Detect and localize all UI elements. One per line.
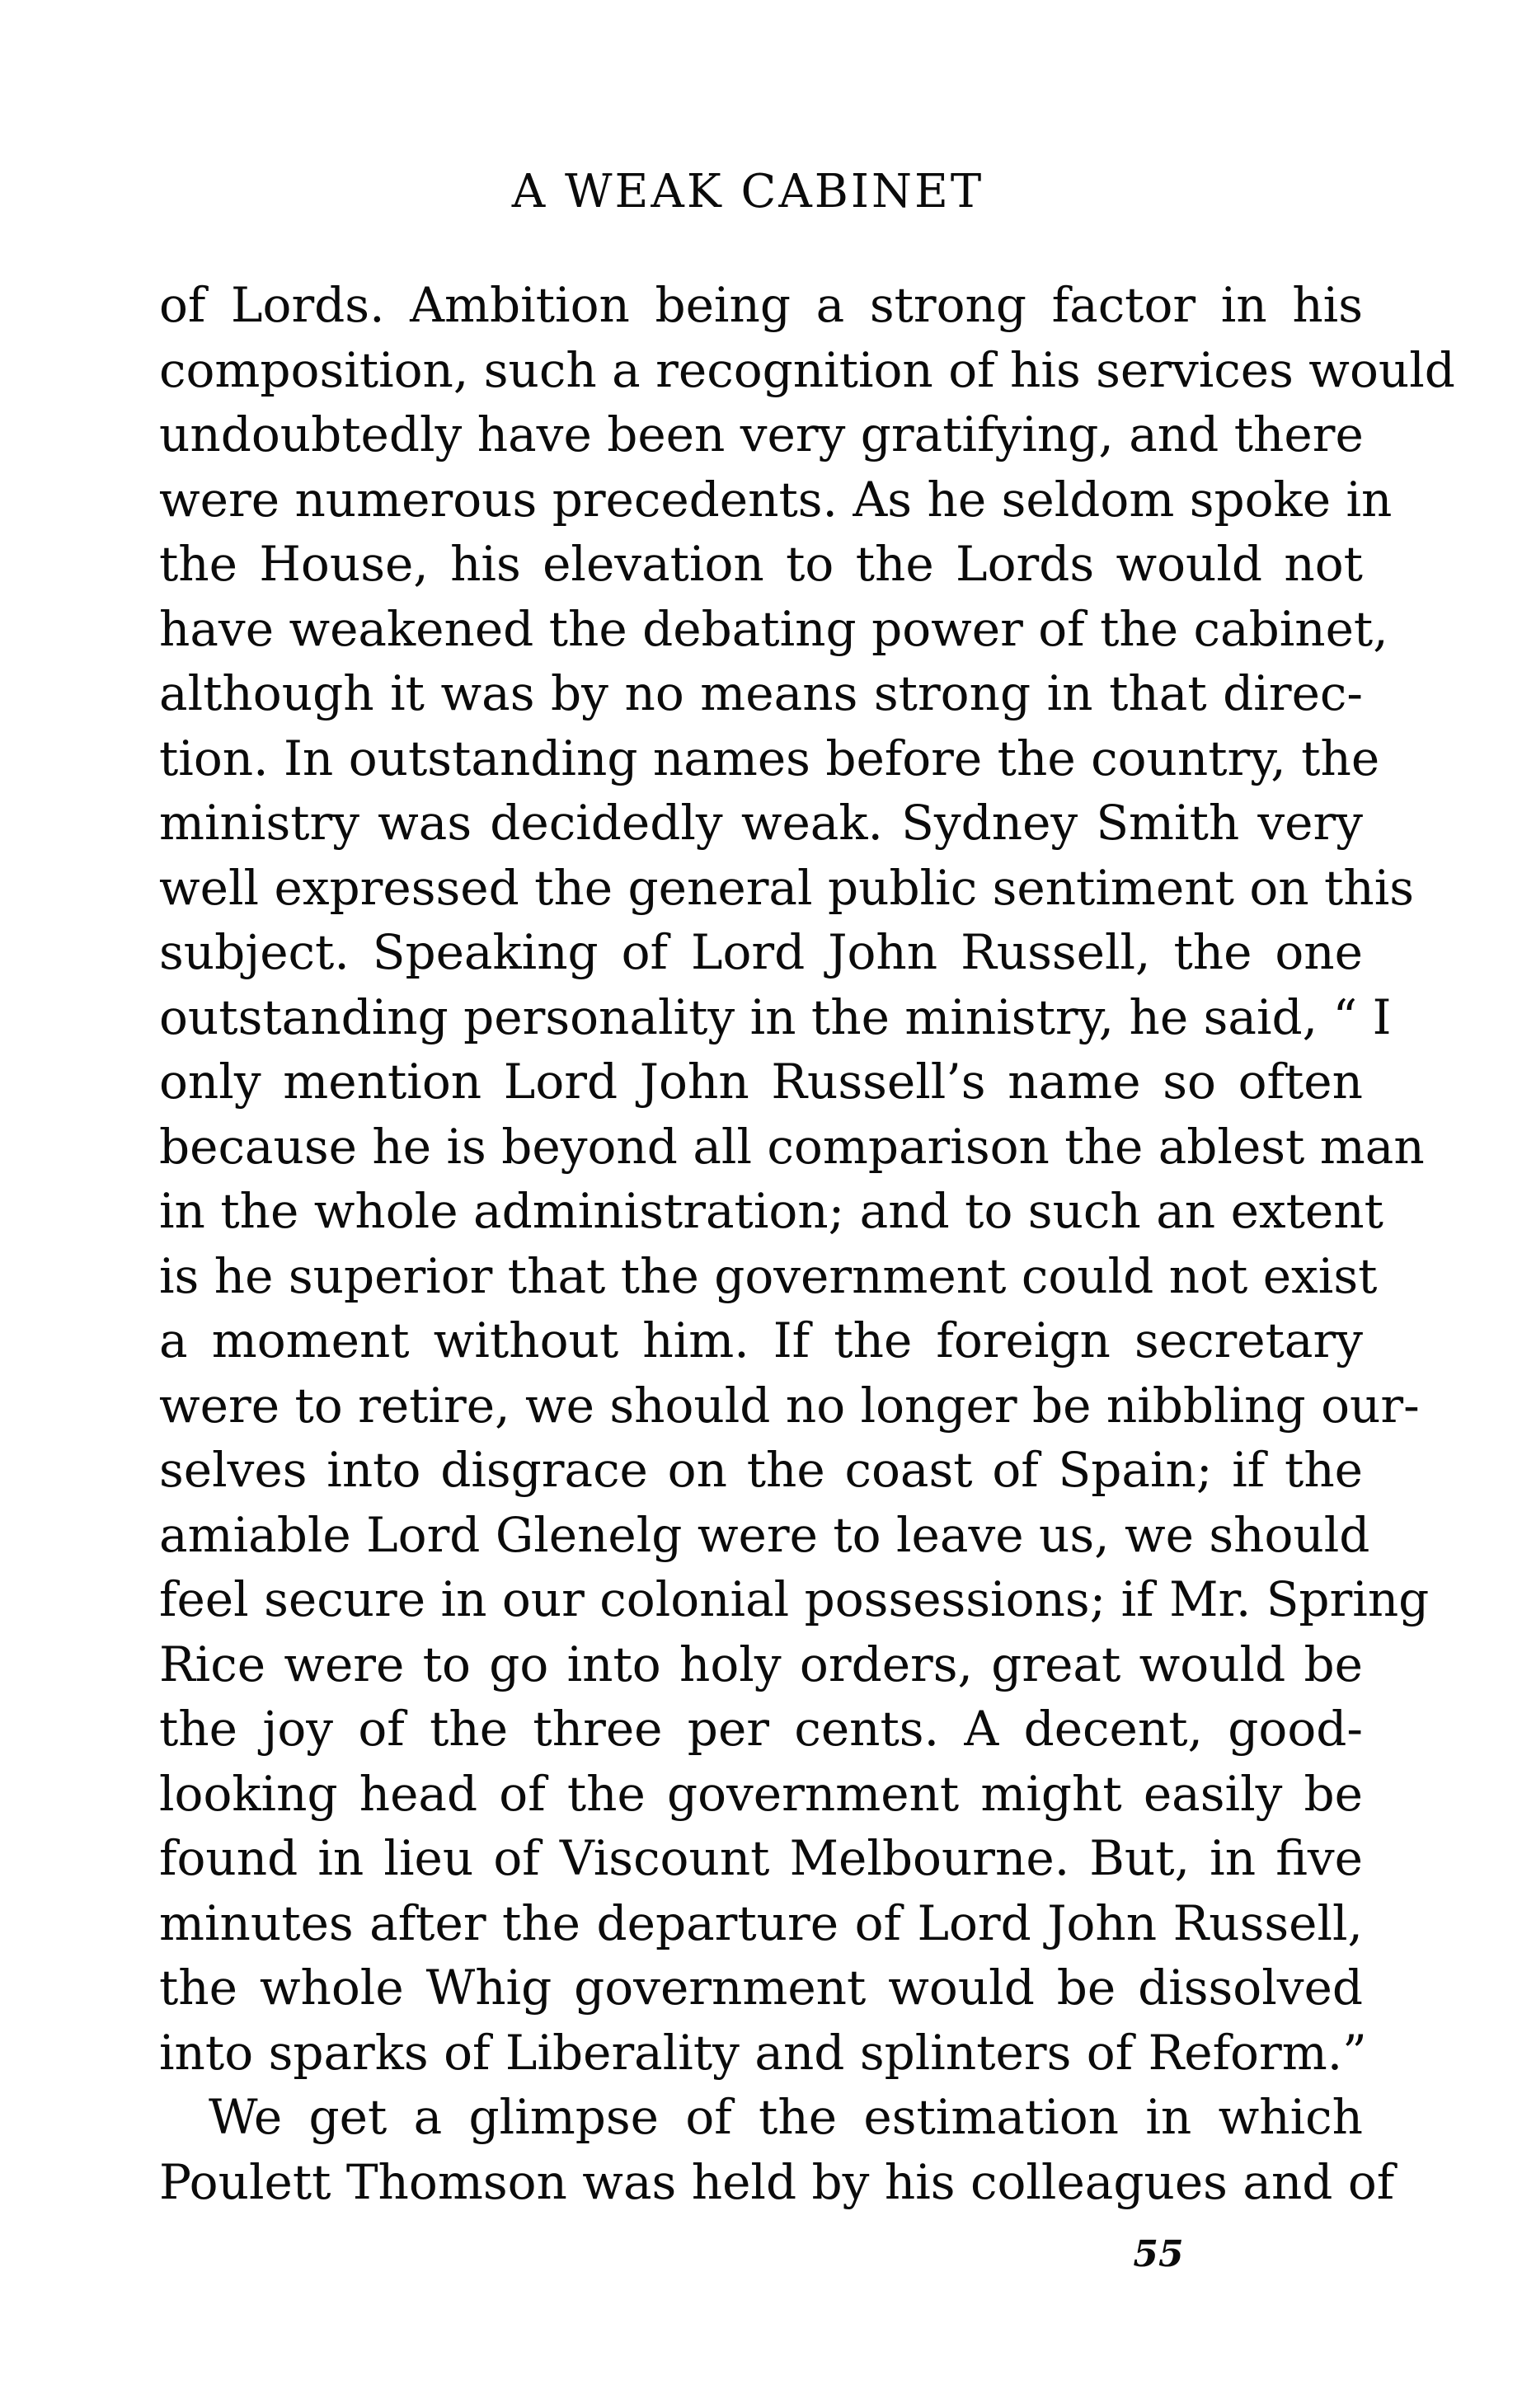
text-line: looking head of the government might easily be [159, 1765, 1363, 1822]
text-line: a moment without him. If the foreign secretary [159, 1312, 1363, 1368]
text-line: subject. Speaking of Lord John Russell, the one [159, 924, 1363, 980]
text-line: were to retire, we should no longer be nibbling our- [159, 1377, 1420, 1434]
text-line: have weakened the debating power of the cabinet, [159, 600, 1388, 657]
text-line: of Lords. Ambition being a strong factor in his [159, 277, 1363, 333]
text-line: well expressed the general public sentiment on this [159, 859, 1415, 916]
text-line: Rice were to go into holy orders, great would be [159, 1636, 1363, 1692]
text-line: the House, his elevation to the Lords would not [159, 536, 1363, 592]
text-line: is he superior that the government could not exist [159, 1247, 1378, 1304]
text-line: composition, such a recognition of his services would [159, 341, 1455, 398]
text-line: tion. In outstanding names before the country, the [159, 730, 1380, 786]
text-line: feel secure in our colonial possessions; if Mr. Spring [159, 1571, 1430, 1627]
body-text [159, 273, 1455, 2214]
text-line: the joy of the three per cents. A decent, good- [159, 1701, 1363, 1757]
text-line: minutes after the departure of Lord John Russell, [159, 1894, 1363, 1951]
text-line: selves into disgrace on the coast of Spain; if the [159, 1442, 1363, 1498]
paragraph [159, 273, 1455, 2085]
text-line: Poulett Thomson was held by his colleagues and of [159, 2153, 1395, 2210]
text-line: found in lieu of Viscount Melbourne. But, in five [159, 1830, 1363, 1886]
page-number: 55 [1133, 2233, 1184, 2275]
text-line: only mention Lord John Russell’s name so often [159, 1054, 1363, 1110]
running-head: A WEAK CABINET [511, 165, 984, 218]
text-line: the whole Whig government would be dissolved [159, 1960, 1363, 2016]
text-line: because he is beyond all comparison the ablest man [159, 1118, 1425, 1175]
text-line: ministry was decidedly weak. Sydney Smith very [159, 795, 1363, 851]
text-line: outstanding personality in the ministry, he said, “ I [159, 988, 1392, 1045]
text-line: amiable Lord Glenelg were to leave us, we should [159, 1506, 1370, 1563]
text-line: into sparks of Liberality and splinters of Reform.” [159, 2024, 1367, 2081]
text-line: We get a glimpse of the estimation in which [209, 2089, 1363, 2145]
text-line: although it was by no means strong in that direc- [159, 665, 1363, 721]
paragraph [159, 2085, 1395, 2214]
text-line: in the whole administration; and to such an extent [159, 1183, 1383, 1239]
text-line: were numerous precedents. As he seldom spoke in [159, 471, 1393, 528]
text-line: undoubtedly have been very gratifying, and there [159, 406, 1364, 462]
